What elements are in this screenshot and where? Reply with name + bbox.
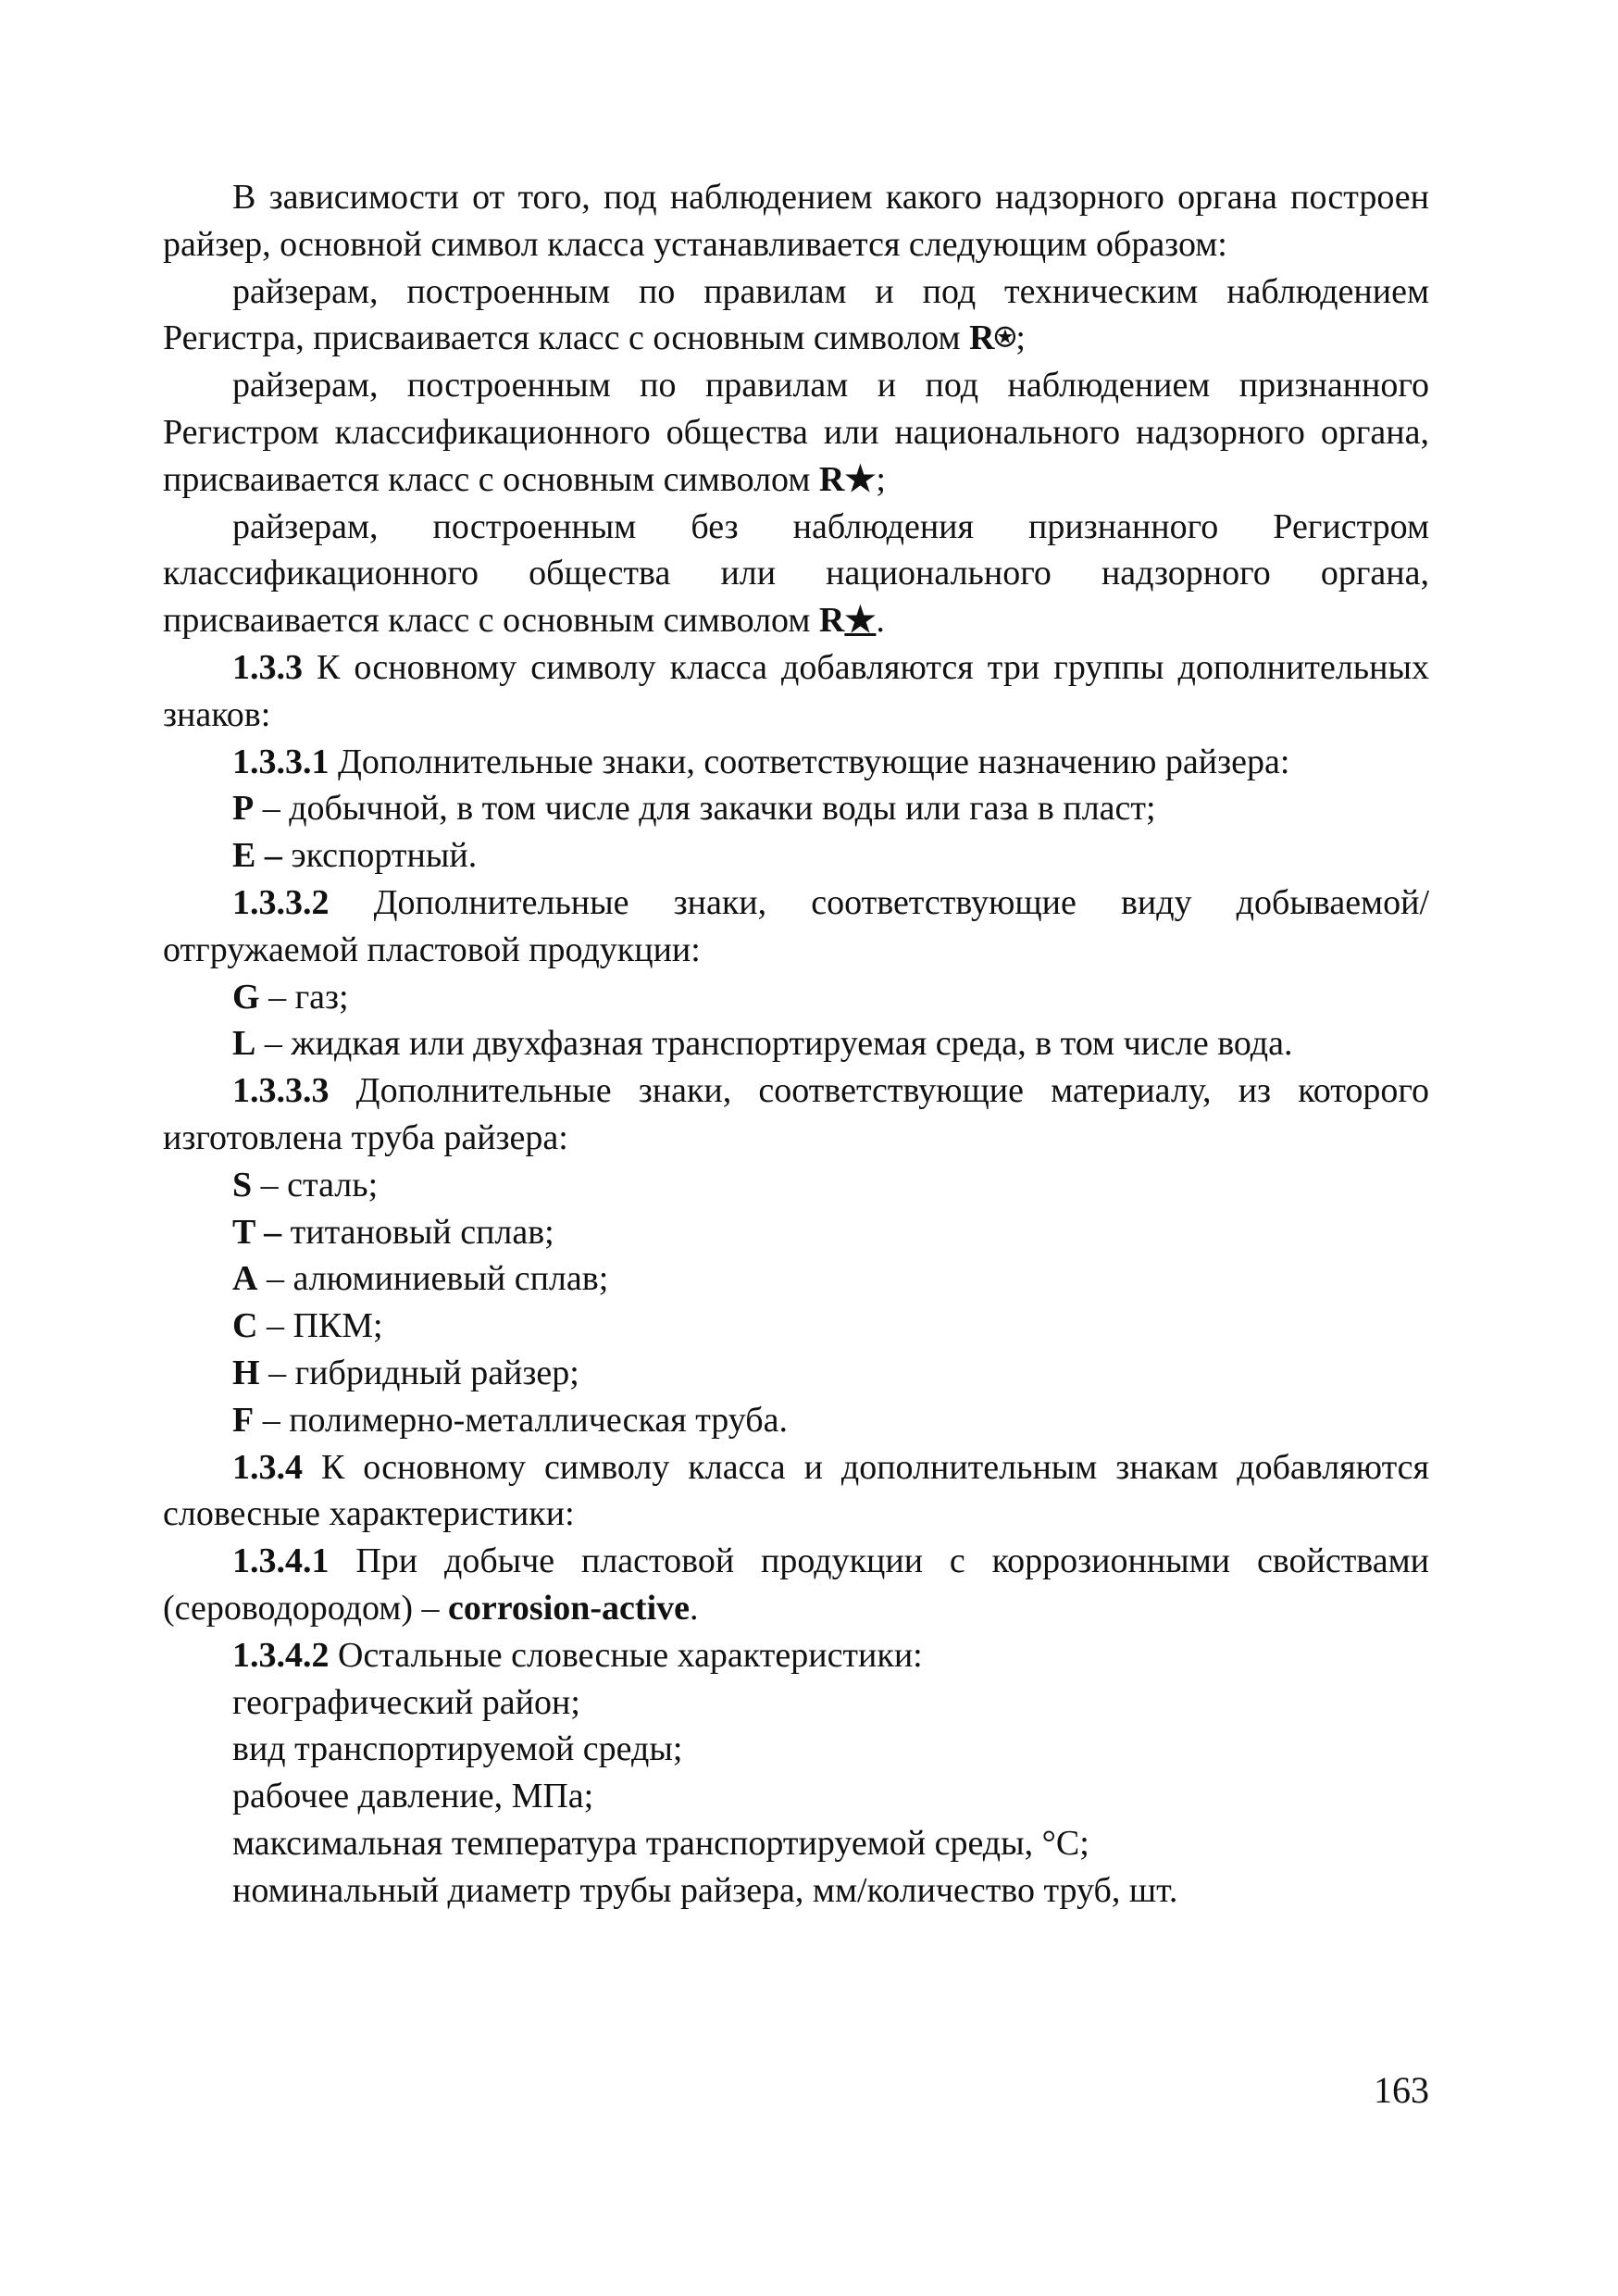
list-item: максимальная температура транспортируемой среды, °С; (232, 1823, 1089, 1863)
section-1-3-3 (163, 644, 1429, 739)
paragraph-text: райзерам, построенным по правилам и под техническим наблюдением Регистра, присваивается класс с основным символом (163, 271, 1429, 358)
item-code: L (232, 1024, 256, 1064)
class-symbol-r-star: R★ (818, 459, 877, 499)
class-r-star-paragraph (163, 362, 1429, 503)
item-text: – гибридный райзер; (259, 1353, 579, 1392)
document-body (163, 174, 1429, 1914)
section-1-3-4-1 (163, 1538, 1429, 1632)
item-text: – газ; (259, 977, 349, 1017)
section-1-3-3-1 (163, 739, 1429, 786)
section-number: 1.3.4.2 (232, 1635, 330, 1675)
item-code: H (232, 1353, 260, 1392)
list-item (163, 1397, 1429, 1444)
item-text: – полимерно-металлическая труба. (254, 1400, 788, 1440)
list-item: географический район; (232, 1682, 580, 1722)
section-number: 1.3.3 (232, 647, 303, 687)
item-text: титановый сплав; (281, 1212, 554, 1252)
item-text: – жидкая или двухфазная транспортируемая среда, в том числе вода. (255, 1024, 1293, 1064)
list-item: рабочее давление, МПа; (232, 1777, 594, 1816)
section-number: 1.3.4.1 (232, 1541, 330, 1581)
paragraph-text: райзерам, построенным без наблюдения признанного Регистром классификационного общества или национального надзорного органа, присваивается класс с основным символом (163, 506, 1429, 641)
item-code: F (232, 1400, 255, 1440)
section-number: 1.3.4 (232, 1447, 303, 1487)
item-text: – добычной, в том числе для закачки воды или газа в пласт; (254, 789, 1156, 829)
class-symbol-r-circled-star: R⍟ (969, 318, 1016, 358)
symbol-r: R (818, 601, 845, 641)
item-text: экспортный. (281, 836, 478, 876)
list-item: вид транспортируемой среды; (232, 1729, 683, 1769)
list-item (163, 1162, 1429, 1209)
section-number: 1.3.3.3 (232, 1071, 330, 1111)
term-corrosion-active: corrosion-active (448, 1588, 690, 1628)
section-text: При добыче пластовой продукции с коррозионными свойствами (сероводородом) – (163, 1541, 1429, 1628)
list-item (163, 1255, 1429, 1303)
section-text: Остальные словесные характеристики: (329, 1635, 923, 1675)
section-number: 1.3.3.1 (232, 742, 330, 781)
paragraph-tail: . (690, 1588, 699, 1628)
item-text: – алюминиевый сплав; (257, 1259, 609, 1299)
underlined-star-icon: ★ (844, 601, 877, 641)
section-1-3-4-2 (163, 1632, 1429, 1679)
paragraph-tail: ; (1015, 318, 1026, 358)
list-item (163, 1303, 1429, 1350)
section-1-3-3-2 (163, 880, 1429, 974)
item-code: E – (232, 836, 282, 876)
class-r-circled-star-paragraph (163, 268, 1429, 363)
section-text: К основному символу класса и дополнительным знакам добавляются словесные характеристики: (163, 1447, 1429, 1534)
list-item (163, 832, 1429, 880)
item-code: S (232, 1165, 253, 1204)
list-item (163, 1020, 1429, 1067)
paragraph-tail: ; (876, 459, 886, 499)
intro-paragraph: В зависимости от того, под наблюдением какого надзорного органа построен райзер, основной символ класса устанавливается следующим образом: (163, 178, 1429, 264)
class-r-star-underlined-paragraph (163, 504, 1429, 644)
item-text: – ПКМ; (257, 1306, 383, 1346)
list-item (163, 1350, 1429, 1397)
section-1-3-3-3 (163, 1067, 1429, 1162)
section-text: К основному символу класса добавляются три группы дополнительных знаков: (163, 647, 1429, 734)
list-item (163, 785, 1429, 832)
item-code: T – (232, 1212, 282, 1252)
paragraph-text: райзерам, построенным по правилам и под наблюдением признанного Регистром классификационного общества или национального надзорного органа, присваивается класс с основным символом (163, 366, 1429, 499)
item-code: G (232, 977, 260, 1017)
list-item: номинальный диаметр трубы райзера, мм/количество труб, шт. (232, 1870, 1178, 1910)
item-code: C (232, 1306, 258, 1346)
item-code: A (232, 1259, 258, 1299)
section-text: Дополнительные знаки, соответствующие назначению райзера: (329, 742, 1290, 781)
class-symbol-r-underlined-star (819, 601, 877, 640)
section-number: 1.3.3.2 (232, 882, 330, 922)
list-item (163, 1209, 1429, 1256)
list-item (163, 974, 1429, 1021)
page-number: 163 (1374, 2069, 1429, 2111)
item-code: P (232, 789, 255, 829)
paragraph-tail: . (876, 601, 885, 641)
section-1-3-4 (163, 1444, 1429, 1539)
section-text: Дополнительные знаки, соответствующие материалу, из которого изготовлена труба райзера: (163, 1071, 1429, 1157)
section-text: Дополнительные знаки, соответствующие виду добываемой/отгружаемой пластовой продукции: (163, 882, 1429, 969)
item-text: – сталь; (252, 1165, 379, 1204)
